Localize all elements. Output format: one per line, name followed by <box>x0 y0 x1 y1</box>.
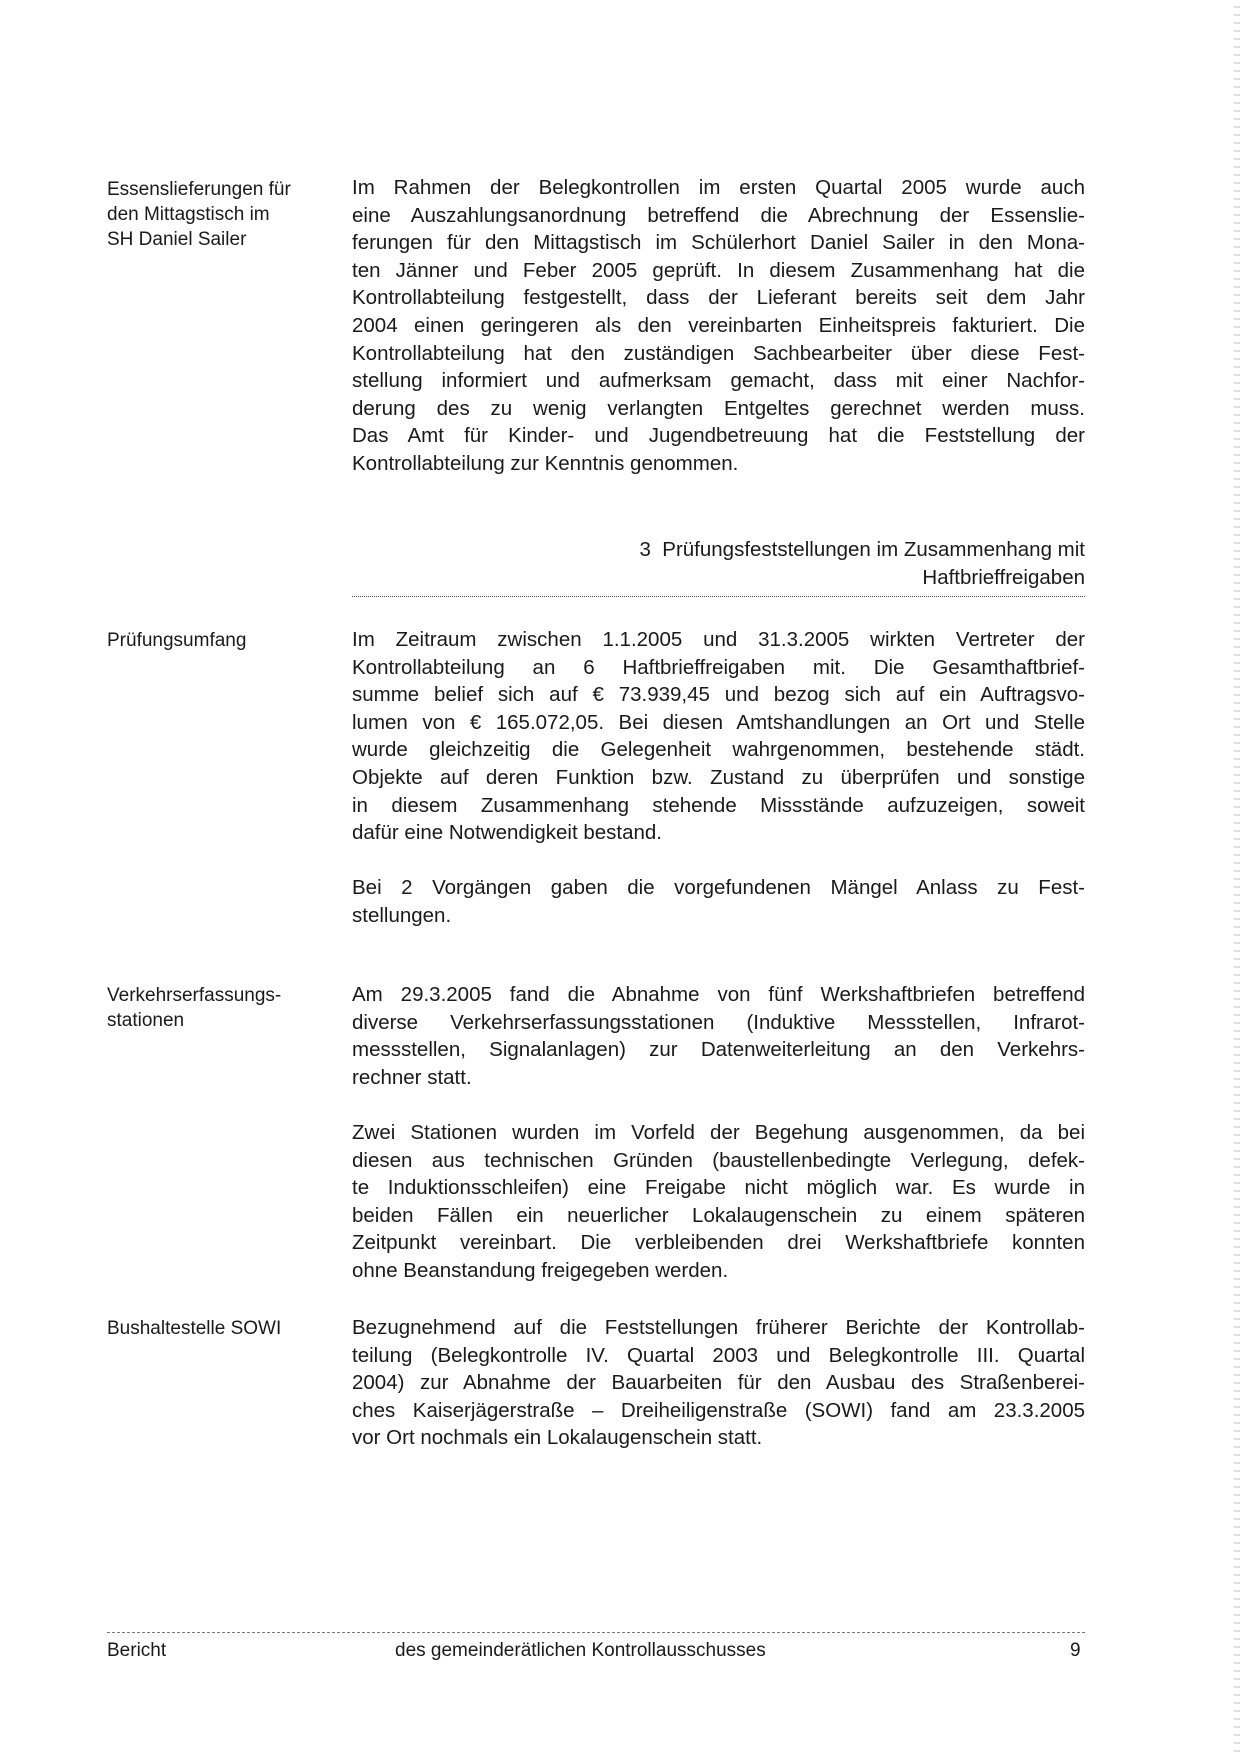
section-pruefungsumfang-body <box>352 626 1085 930</box>
paragraph <box>352 874 1085 929</box>
margin-label-bushaltestelle-sowi <box>107 1316 322 1341</box>
paragraph <box>352 1314 1085 1452</box>
text-line: te Induktionsschleifen) eine Freigabe nicht möglich war. Es wurde in <box>352 1176 1085 1200</box>
margin-label-verkehrserfassungsstationen <box>107 983 322 1033</box>
text-line: in diesem Zusammenhang stehende Missstände aufzuzeigen, soweit <box>352 793 1085 817</box>
text-line: messstellen, Signalanlagen) zur Datenweiterleitung an den Verkehrs- <box>352 1038 1085 1062</box>
text-line: rechner statt. <box>352 1065 472 1089</box>
margin-label-essenslieferungen <box>107 177 322 252</box>
margin-label-line: stationen <box>107 1010 185 1031</box>
text-line: Kontrollabteilung zur Kenntnis genommen. <box>352 451 739 475</box>
margin-label-line: Verkehrserfassungs- <box>107 985 282 1006</box>
margin-label-line: Bushaltestelle SOWI <box>107 1318 282 1339</box>
text-line: derung des zu wenig verlangten Entgeltes gerechnet werden muss. <box>352 396 1085 420</box>
margin-label-line: Essenslieferungen für <box>107 179 291 200</box>
section-heading <box>352 536 1085 591</box>
text-line: ches Kaiserjägerstraße – Dreiheiligenstraße (SOWI) fand am 23.3.2005 <box>352 1398 1085 1422</box>
text-line: Kontrollabteilung hat den zuständigen Sachbearbeiter über diese Fest- <box>352 341 1085 365</box>
footer-divider <box>107 1632 1085 1633</box>
text-line: ten Jänner und Feber 2005 geprüft. In diesem Zusammenhang hat die <box>352 258 1085 282</box>
text-line: teilung (Belegkontrolle IV. Quartal 2003 und Belegkontrolle III. Quartal <box>352 1343 1085 1367</box>
section-verkehrserfassungsstationen-body <box>352 981 1085 1285</box>
text-line: summe belief sich auf € 73.939,45 und bezog sich auf ein Auftragsvo- <box>352 683 1085 707</box>
text-line: diesen aus technischen Gründen (baustellenbedingte Verlegung, defek- <box>352 1148 1085 1172</box>
text-line: diverse Verkehrserfassungsstationen (Induktive Messstellen, Infrarot- <box>352 1010 1085 1034</box>
text-line: Kontrollabteilung an 6 Haftbrieffreigaben mit. Die Gesamthaftbrief- <box>352 655 1085 679</box>
text-line: Im Zeitraum zwischen 1.1.2005 und 31.3.2005 wirkten Vertreter der <box>352 628 1085 651</box>
margin-label-pruefungsumfang <box>107 628 322 653</box>
text-line: ferungen für den Mittagstisch im Schülerhort Daniel Sailer in den Mona- <box>352 231 1085 255</box>
text-line: Kontrollabteilung festgestellt, dass der Lieferant bereits seit dem Jahr <box>352 286 1085 310</box>
paragraph <box>352 174 1085 478</box>
text-line: Bei 2 Vorgängen gaben die vorgefundenen Mängel Anlass zu Fest- <box>352 876 1085 900</box>
text-line: dafür eine Notwendigkeit bestand. <box>352 821 662 845</box>
text-line: 2004) zur Abnahme der Bauarbeiten für den Ausbau des Straßenberei- <box>352 1371 1085 1395</box>
text-line: Zwei Stationen wurden im Vorfeld der Begehung ausgenommen, da bei <box>352 1120 1085 1144</box>
text-line: eine Auszahlungsanordnung betreffend die Abrechnung der Essenslie- <box>352 203 1085 227</box>
text-line: lumen von € 165.072,05. Bei diesen Amtshandlungen an Ort und Stelle <box>352 710 1085 734</box>
section-bushaltestelle-sowi-body <box>352 1314 1085 1452</box>
text-line: Das Amt für Kinder- und Jugendbetreuung hat die Feststellung der <box>352 424 1085 448</box>
text-line: beiden Fällen ein neuerlicher Lokalaugenschein zu einem späteren <box>352 1203 1085 1227</box>
text-line: stellung informiert und aufmerksam gemacht, dass mit einer Nachfor- <box>352 369 1085 393</box>
text-line: vor Ort nochmals ein Lokalaugenschein statt. <box>352 1426 763 1450</box>
heading-line-2: Haftbrieffreigaben <box>922 565 1085 589</box>
text-line: Objekte auf deren Funktion bzw. Zustand zu überprüfen und sonstige <box>352 765 1085 789</box>
text-line: 2004 einen geringeren als den vereinbarten Einheitspreis fakturiert. Die <box>352 313 1085 337</box>
text-line: Bezugnehmend auf die Feststellungen früherer Berichte der Kontrollab- <box>352 1316 1085 1339</box>
margin-label-line: den Mittagstisch im <box>107 204 270 225</box>
heading-divider <box>352 596 1085 597</box>
footer-left: Bericht <box>107 1640 167 1661</box>
margin-label-line: SH Daniel Sailer <box>107 229 247 250</box>
scan-edge <box>1234 0 1240 1753</box>
paragraph <box>352 626 1085 847</box>
heading-line-1: Prüfungsfeststellungen im Zusammenhang mit <box>662 538 1085 561</box>
text-line: Im Rahmen der Belegkontrollen im ersten Quartal 2005 wurde auch <box>352 176 1085 199</box>
paragraph <box>352 981 1085 1091</box>
paragraph <box>352 1119 1085 1285</box>
heading-number: 3 <box>639 538 651 561</box>
text-line: stellungen. <box>352 903 452 927</box>
text-line: wurde gleichzeitig die Gelegenheit wahrgenommen, bestehende städt. <box>352 738 1085 762</box>
margin-label-line: Prüfungsumfang <box>107 630 247 651</box>
footer-center: des gemeinderätlichen Kontrollausschusses <box>395 1640 766 1661</box>
text-line: Zeitpunkt vereinbart. Die verbleibenden drei Werkshaftbriefe konnten <box>352 1231 1085 1255</box>
text-line: Am 29.3.2005 fand die Abnahme von fünf Werkshaftbriefen betreffend <box>352 983 1085 1006</box>
section-essenslieferungen-body <box>352 174 1085 478</box>
text-line: ohne Beanstandung freigegeben werden. <box>352 1258 729 1282</box>
page-number: 9 <box>1070 1640 1081 1661</box>
